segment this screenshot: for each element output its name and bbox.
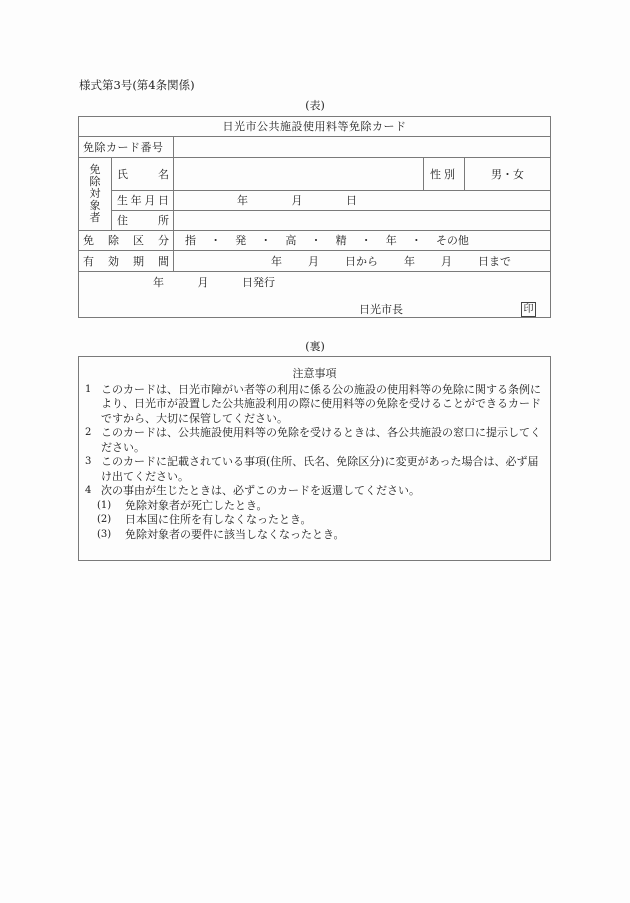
sub-item-text: 日本国に住所を有しなくなったとき。 — [125, 513, 312, 526]
label-char: 区 — [133, 234, 144, 247]
sub-item-number: (3) — [97, 528, 112, 540]
card-title: 日光市公共施設使用料等免除カード — [222, 120, 407, 133]
label-char: 効 — [108, 254, 119, 268]
label-char: 生 — [117, 194, 128, 207]
sub-item — [85, 513, 544, 528]
group-char: 象 — [89, 199, 101, 212]
period-part: 年 — [271, 254, 282, 268]
separator: ・ — [360, 234, 372, 247]
label-char: 免 — [83, 234, 94, 247]
validity-period-field[interactable] — [271, 251, 511, 271]
note-number: 3 — [85, 456, 92, 467]
form-number: 様式第3号(第4条関係) — [79, 78, 195, 92]
notes-list — [85, 383, 544, 543]
label-char: 有 — [83, 254, 94, 268]
front-side-label: (表) — [305, 99, 325, 112]
note-number: 1 — [85, 383, 92, 395]
sub-item-text: 免除対象者の要件に該当しなくなったとき。 — [125, 527, 345, 541]
note-item — [85, 383, 544, 427]
column-divider — [111, 158, 112, 230]
card-number-field[interactable] — [175, 137, 549, 157]
label-char: 名 — [158, 167, 169, 181]
period-part: 日まで — [478, 254, 511, 268]
sub-item — [85, 499, 544, 514]
note-text: このカードは、公共施設使用料等の免除を受けるときは、各公共施設の窓口に提示してください。 — [101, 426, 541, 454]
label-char: 分 — [158, 234, 169, 247]
period-part: 月 — [308, 254, 319, 268]
category-option[interactable]: 指 — [185, 234, 196, 247]
separator: ・ — [310, 234, 322, 247]
row-divider — [79, 271, 550, 272]
label-char: 所 — [158, 214, 169, 227]
validity-period-label — [83, 251, 169, 271]
note-number: 4 — [85, 485, 92, 496]
label-char: 年 — [130, 194, 142, 207]
label-char: 期 — [133, 254, 144, 268]
birth-day: 日 — [346, 194, 357, 207]
gender-label: 性別 — [430, 167, 458, 181]
issue-day: 日発行 — [242, 275, 275, 289]
group-char: 対 — [89, 187, 101, 200]
birth-year: 年 — [237, 194, 248, 207]
sub-item — [85, 528, 544, 543]
exemption-card-front — [78, 116, 551, 318]
note-item — [85, 426, 544, 455]
notes-box — [78, 356, 551, 561]
note-item — [85, 455, 544, 484]
subject-group-label — [79, 158, 111, 230]
note-text: このカードは、日光市障がい者等の利用に係る公の施設の使用料等の免除に関する条例により、日光市が設置した公共施設利用の際に使用料等の免除を受けることができるカードですから、大切に保管してください。 — [101, 382, 541, 425]
sub-item-number: (1) — [97, 499, 112, 511]
group-char: 除 — [89, 175, 101, 188]
name-label — [117, 158, 169, 190]
category-option[interactable]: 高 — [285, 234, 297, 247]
label-char: 月 — [144, 194, 156, 207]
birth-month: 月 — [291, 194, 303, 207]
period-part: 月 — [441, 254, 452, 268]
issue-year: 年 — [153, 275, 164, 289]
note-item — [85, 484, 544, 499]
issuer-name: 日光市長 — [359, 302, 403, 316]
back-side-label: (裏) — [305, 340, 325, 353]
issue-date[interactable] — [153, 273, 275, 291]
category-options[interactable] — [185, 231, 469, 250]
gender-field[interactable]: 男・女 — [491, 167, 524, 181]
label-char: 住 — [117, 214, 128, 227]
category-option[interactable]: 発 — [235, 234, 247, 247]
category-option[interactable]: 精 — [335, 234, 347, 247]
group-char: 免 — [89, 163, 101, 176]
issue-month: 月 — [197, 275, 209, 289]
name-field[interactable] — [175, 158, 422, 190]
separator: ・ — [260, 234, 272, 247]
note-number: 2 — [85, 427, 92, 438]
sub-item-number: (2) — [97, 514, 112, 525]
label-char: 氏 — [117, 167, 128, 181]
label-char: 日 — [157, 194, 169, 207]
separator: ・ — [210, 234, 222, 247]
sub-item-text: 免除対象者が死亡したとき。 — [125, 498, 268, 512]
note-text: 次の事由が生じたときは、必ずこのカードを返還してください。 — [101, 484, 420, 497]
category-option[interactable]: その他 — [435, 234, 469, 247]
birthdate-field[interactable] — [237, 191, 357, 210]
period-part: 日から — [345, 254, 378, 268]
category-option[interactable]: 年 — [385, 234, 397, 247]
seal-icon: 印 — [521, 302, 536, 317]
notes-title: 注意事項 — [292, 367, 337, 380]
column-divider — [173, 137, 174, 271]
birthdate-label — [117, 191, 169, 210]
note-text: このカードに記載されている事項(住所、氏名、免除区分)に変更があった場合は、必ず届け出てください。 — [101, 455, 539, 483]
period-part: 年 — [404, 254, 415, 268]
label-char: 除 — [108, 234, 119, 247]
address-field[interactable] — [175, 211, 549, 230]
category-label — [83, 231, 169, 250]
address-label — [117, 211, 169, 230]
separator: ・ — [410, 234, 422, 247]
card-number-label: 免除カード番号 — [83, 140, 164, 154]
label-char: 間 — [158, 254, 169, 268]
group-char: 者 — [89, 211, 101, 224]
